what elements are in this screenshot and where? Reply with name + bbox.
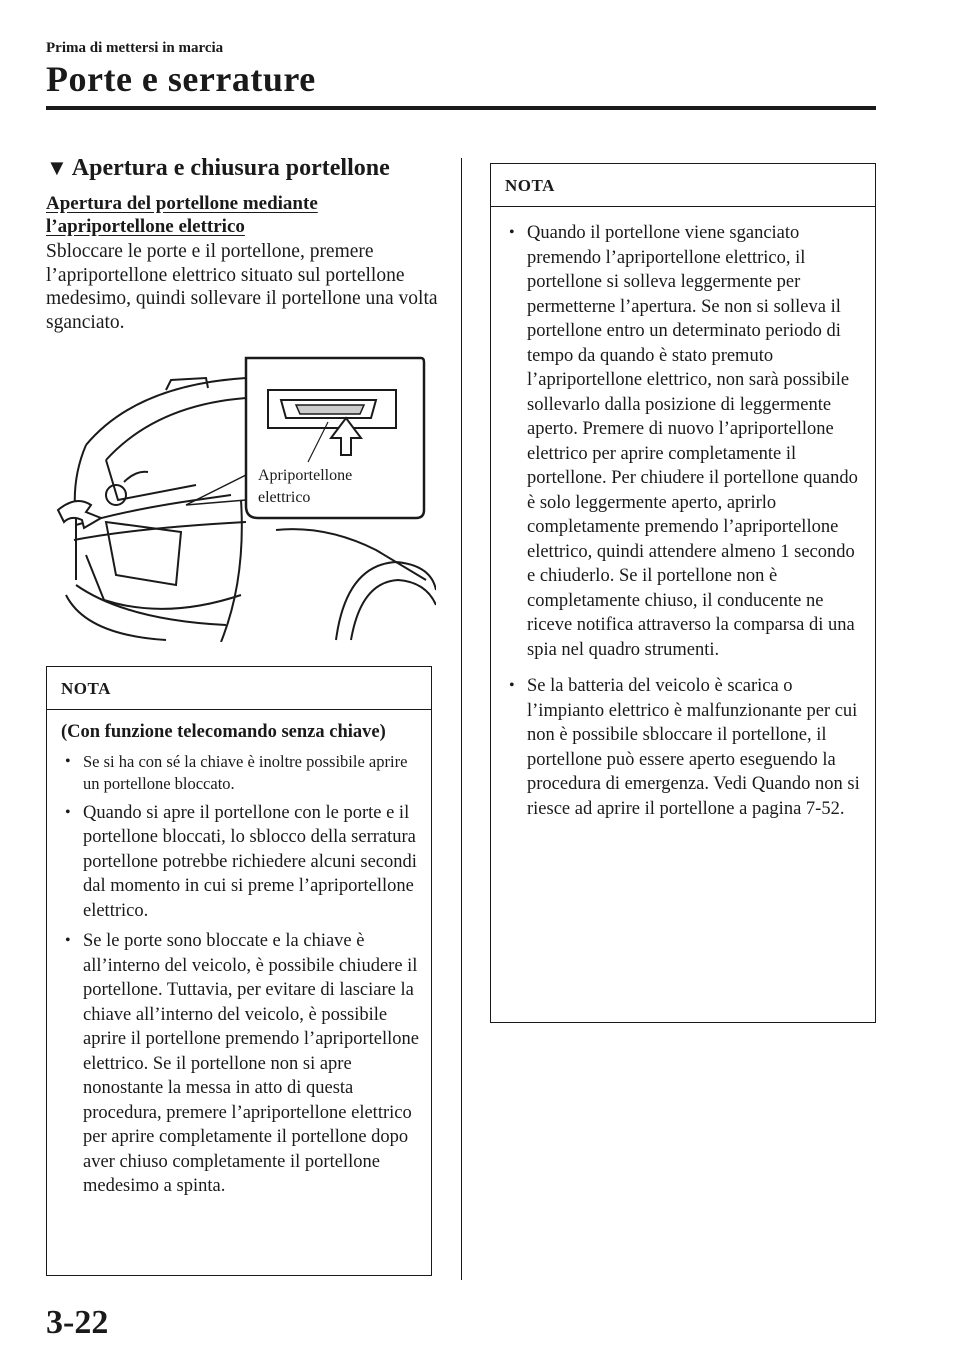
- breadcrumb: Prima di mettersi in marcia: [46, 40, 224, 56]
- callout-label-line2: elettrico: [258, 489, 311, 506]
- tailgate-illustration: [46, 350, 436, 642]
- column-divider: [461, 158, 462, 1280]
- instruction-text: Sbloccare le porte e il portellone, premere l’apriportellone elettrico situato sul portellone medesimo, quindi sollevare il portellone una volta sganciato.: [46, 241, 438, 333]
- note-condition: (Con funzione telecomando senza chiave): [61, 722, 386, 742]
- subheading: Apertura del portellone mediante l’apriportellone elettrico: [46, 193, 318, 237]
- note-box-keyless: [46, 666, 432, 1276]
- title-rule: [46, 106, 876, 110]
- section-heading: [46, 155, 390, 182]
- page-title: Porte e serrature: [46, 59, 316, 99]
- triangle-down-icon: ▼: [46, 155, 68, 180]
- callout-label-line1: Apriportellone: [258, 467, 353, 484]
- car-rear-drawing: [46, 350, 436, 642]
- list-item: • Se la batteria del veicolo è scarica o l’impianto elettrico è malfunzionante per cui non è possibile sbloccare il portellone, il portellone può essere aperto eseguendo la procedura di emergenza. Vedi Quando non si riesce ad aprire il portellone a pagina 7-52.: [505, 674, 863, 821]
- note-box-tailgate: [490, 163, 876, 1023]
- list-item: • Quando si apre il portellone con le porte e il portellone bloccati, lo sblocco della serratura portellone potrebbe richiedere alcuni secondi dal momento in cui si preme l’apriportellone elettrico.: [61, 801, 419, 924]
- section-heading-text: Apertura e chiusura portellone: [71, 155, 390, 181]
- list-item: • Quando il portellone viene sganciato premendo l’apriportellone elettrico, il portellone si solleva leggermente per permetterne l’apertura. Se non si solleva il portellone entro un determinato periodo di tempo da quando è stato premuto l’apriportellone elettrico, non sarà possibile sollevarlo dalla posizione di leggermente aperto. Premere di nuovo l’apriportellone elettrico per aprire completamente il portellone. Per chiudere il portellone quando è solo leggermente aperto, aprirlo completamente premendo l’apriportellone elettrico, quindi attendere almeno 1 secondo e chiuderlo. Se il portellone non è completamente chiuso, il conducente ne riceve notifica attraverso la comparsa di una spia nel quadro strumenti.: [505, 221, 863, 662]
- note-label: NOTA: [47, 667, 431, 710]
- list-item: • Se si ha con sé la chiave è inoltre possibile aprire un portellone bloccato.: [61, 751, 419, 795]
- note-label: NOTA: [491, 164, 875, 207]
- callout-inset: [186, 358, 424, 518]
- list-item: • Se le porte sono bloccate e la chiave è all’interno del veicolo, è possibile chiudere il portellone. Tuttavia, per evitare di lasciare la chiave all’interno del veicolo, è possibile aprire il portellone premendo l’apriportellone elettrico. Se il portellone non si apre nonostante la messa in atto di questa procedura, premere l’apriportellone elettrico per aprire completamente il portellone dopo aver chiuso completamente il portellone medesimo a spinta.: [61, 929, 419, 1199]
- page-number: 3-22: [46, 1304, 109, 1341]
